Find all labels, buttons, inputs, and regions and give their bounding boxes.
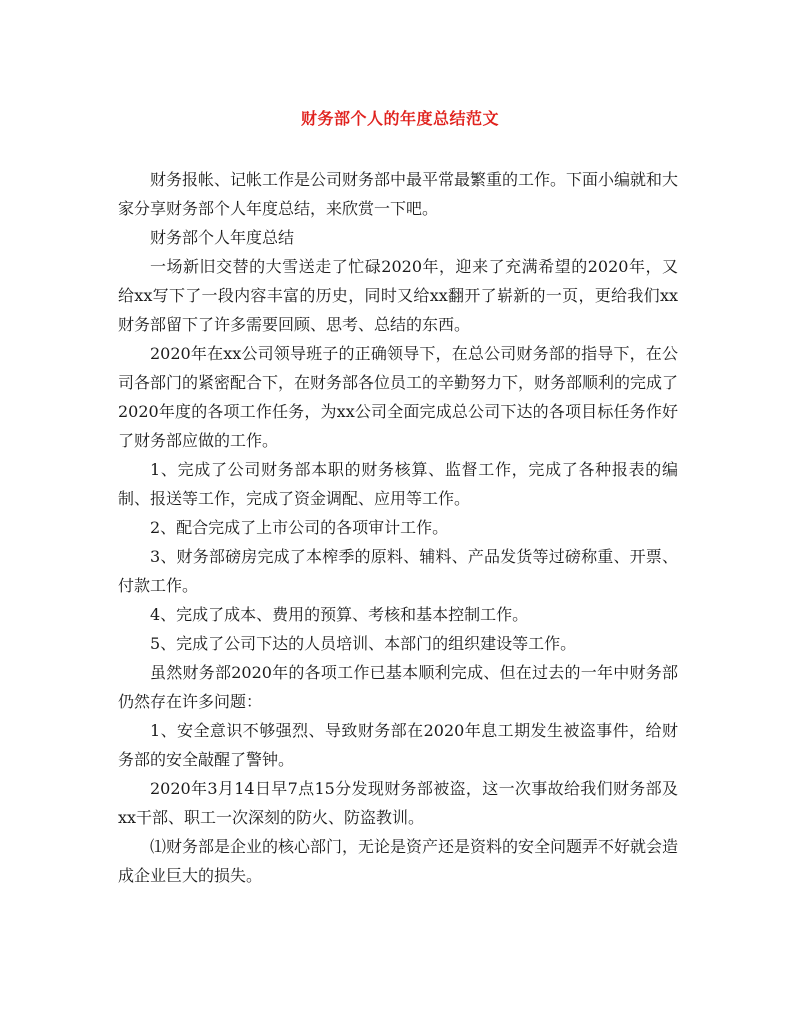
- paragraph: 2020年3月14日早7点15分发现财务部被盗，这一次事故给我们财务部及xx干部、职工一次深刻的防火、防盗教训。: [118, 779, 678, 827]
- document-title: 财务部个人的年度总结范文: [300, 109, 499, 128]
- list-item: 4、完成了成本、费用的预算、考核和基本控制工作。: [150, 605, 529, 624]
- paragraph: 虽然财务部2020年的各项工作已基本顺利完成、但在过去的一年中财务部仍然存在许多问题：: [118, 663, 678, 711]
- paragraph: 2020年在xx公司领导班子的正确领导下，在总公司财务部的指导下，在公司各部门的紧密配合下，在财务部各位员工的辛勤努力下，财务部顺利的完成了2020年度的各项工作任务，为xx公司全面完成总公司下达的各项目标任务作好了财务部应做的工作。: [118, 344, 679, 450]
- paragraph-intro: 财务报帐、记帐工作是公司财务部中最平常最繁重的工作。下面小编就和大家分享财务部个人年度总结，来欣赏一下吧。: [118, 170, 679, 218]
- section-heading: 财务部个人年度总结: [150, 228, 295, 247]
- list-item: 3、财务部磅房完成了本榨季的原料、辅料、产品发货等过磅称重、开票、付款工作。: [118, 547, 678, 595]
- list-item: ⑴财务部是企业的核心部门，无论是资产还是资料的安全问题弄不好就会造成企业巨大的损失。: [118, 837, 679, 885]
- list-item: 5、完成了公司下达的人员培训、本部门的组织建设等工作。: [150, 634, 577, 653]
- document-body: [118, 165, 678, 890]
- list-item: 1、完成了公司财务部本职的财务核算、监督工作，完成了各种报表的编制、报送等工作，完成了资金调配、应用等工作。: [118, 460, 678, 508]
- list-item: 1、安全意识不够强烈、导致财务部在2020年息工期发生被盗事件，给财务部的安全敲醒了警钟。: [118, 721, 678, 769]
- list-item: 2、配合完成了上市公司的各项审计工作。: [150, 518, 449, 537]
- paragraph: 一场新旧交替的大雪送走了忙碌2020年，迎来了充满希望的2020年，又给xx写下了一段内容丰富的历史，同时又给xx翻开了崭新的一页，更给我们xx财务部留下了许多需要回顾、思考、总结的东西。: [118, 257, 678, 334]
